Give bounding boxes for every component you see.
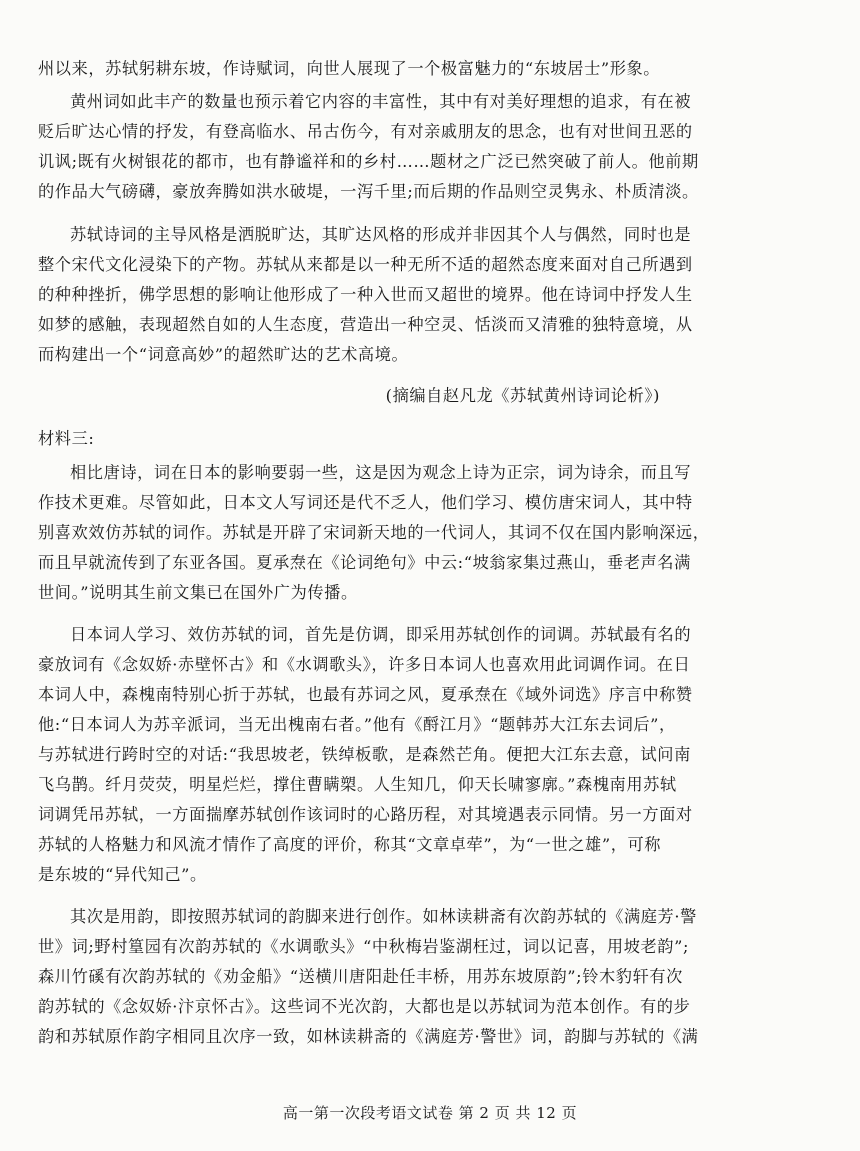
text-line: 的种种挫折，佛学思想的影响让他形成了一种入世而又超世的境界。他在诗词中抒发人生 [38,285,693,304]
source-citation: (摘编自赵凡龙《苏轼黄州诗词论析》) [385,386,660,405]
page-footer: 高一第一次段考语文试卷 第 2 页 共 12 页 [282,1104,578,1122]
text-line: 作技术更难。尽管如此，日本文人写词还是代不乏人，他们学习、模仿唐宋词人，其中特 [38,493,693,512]
text-line: 豪放词有《念奴娇·赤壁怀古》和《水调歌头》，许多日本词人也喜欢用此词调作词。在日 [38,655,691,674]
text-line: 贬后旷达心情的抒发，有登高临水、吊古伤今，有对亲戚朋友的思念，也有对世间丑恶的 [38,122,693,141]
text-line: 相比唐诗，词在日本的影响要弱一些，这是因为观念上诗为正宗，词为诗余，而且写 [70,463,692,482]
text-line: 州以来，苏轼躬耕东坡，作诗赋词，向世人展现了一个极富魅力的“东坡居士”形象。 [38,59,661,78]
text-line: 别喜欢效仿苏轼的词作。苏轼是开辟了宋词新天地的一代词人，其词不仅在国内影响深远， [38,523,710,542]
text-line: 世间。”说明其生前文集已在国外广为传播。 [38,583,358,602]
text-line: 韵苏轼的《念奴娇·汴京怀古》。这些词不光次韵，大都也是以苏轼词为范本创作。有的步 [38,997,691,1016]
text-line: 而构建出一个“词意高妙”的超然旷达的艺术高境。 [38,345,409,364]
text-line: 日本词人学习、效仿苏轼的词，首先是仿调，即采用苏轼创作的词调。苏轼最有名的 [70,625,692,644]
text-line: 如梦的感触，表现超然自如的人生态度，营造出一种空灵、恬淡而又清雅的独特意境，从 [38,315,693,334]
text-line: 本词人中，森槐南特别心折于苏轼，也最有苏词之风，夏承焘在《域外词选》序言中称赞 [38,685,693,704]
section-heading: 材料三: [38,429,95,448]
text-line: 森川竹磎有次韵苏轼的《劝金船》“送横川唐阳赴任丰桥，用苏东坡原韵”;铃木豹轩有次 [38,967,683,986]
text-line: 飞乌鹊。纤月荧荧，明星烂烂，撑住曹瞒槊。人生知几，仰天长啸寥廓。”森槐南用苏轼 [38,775,677,794]
text-line: 其次是用韵，即按照苏轼词的韵脚来进行创作。如林读耕斋有次韵苏轼的《满庭芳·警 [70,907,697,926]
text-line: 与苏轼进行跨时空的对话:“我思坡老，铁绰板歌，是森然芒角。便把大江东去意，试问南 [38,745,691,764]
text-line: 而且早就流传到了东亚各国。夏承焘在《论词绝句》中云:“坡翁家集过燕山，垂老声名满 [38,553,691,572]
text-line: 词调凭吊苏轼，一方面揣摩苏轼创作该词时的心路历程，对其境遇表示同情。另一方面对 [38,805,693,824]
text-line: 韵和苏轼原作韵字相同且次序一致，如林读耕斋的《满庭芳·警世》词，韵脚与苏轼的《满 [38,1027,699,1046]
text-line: 整个宋代文化浸染下的产物。苏轼从来都是以一种无所不适的超然态度来面对自己所遇到 [38,255,693,274]
text-line: 他:“日本词人为苏辛派词，当无出槐南右者。”他有《酹江月》“题韩苏大江东去词后”， [38,715,676,734]
text-line: 讥讽;既有火树银花的都市，也有静谧祥和的乡村……题材之广泛已然突破了前人。他前期 [38,152,699,171]
text-line: 黄州词如此丰产的数量也预示着它内容的丰富性，其中有对美好理想的追求，有在被 [70,92,692,111]
text-line: 的作品大气磅礴，豪放奔腾如洪水破堤，一泻千里;而后期的作品则空灵隽永、朴质清淡。 [38,182,699,201]
text-line: 苏轼的人格魅力和风流才情作了高度的评价，称其“文章卓荦”，为“一世之雄”，可称 [38,835,662,854]
text-line: 苏轼诗词的主导风格是洒脱旷达，其旷达风格的形成并非因其个人与偶然，同时也是 [70,225,692,244]
text-line: 世》词;野村篁园有次韵苏轼的《水调歌头》“中秋梅岩鉴湖枉过，词以记喜，用坡老韵”; [38,937,689,956]
text-line: 是东坡的“异代知己”。 [38,865,207,884]
